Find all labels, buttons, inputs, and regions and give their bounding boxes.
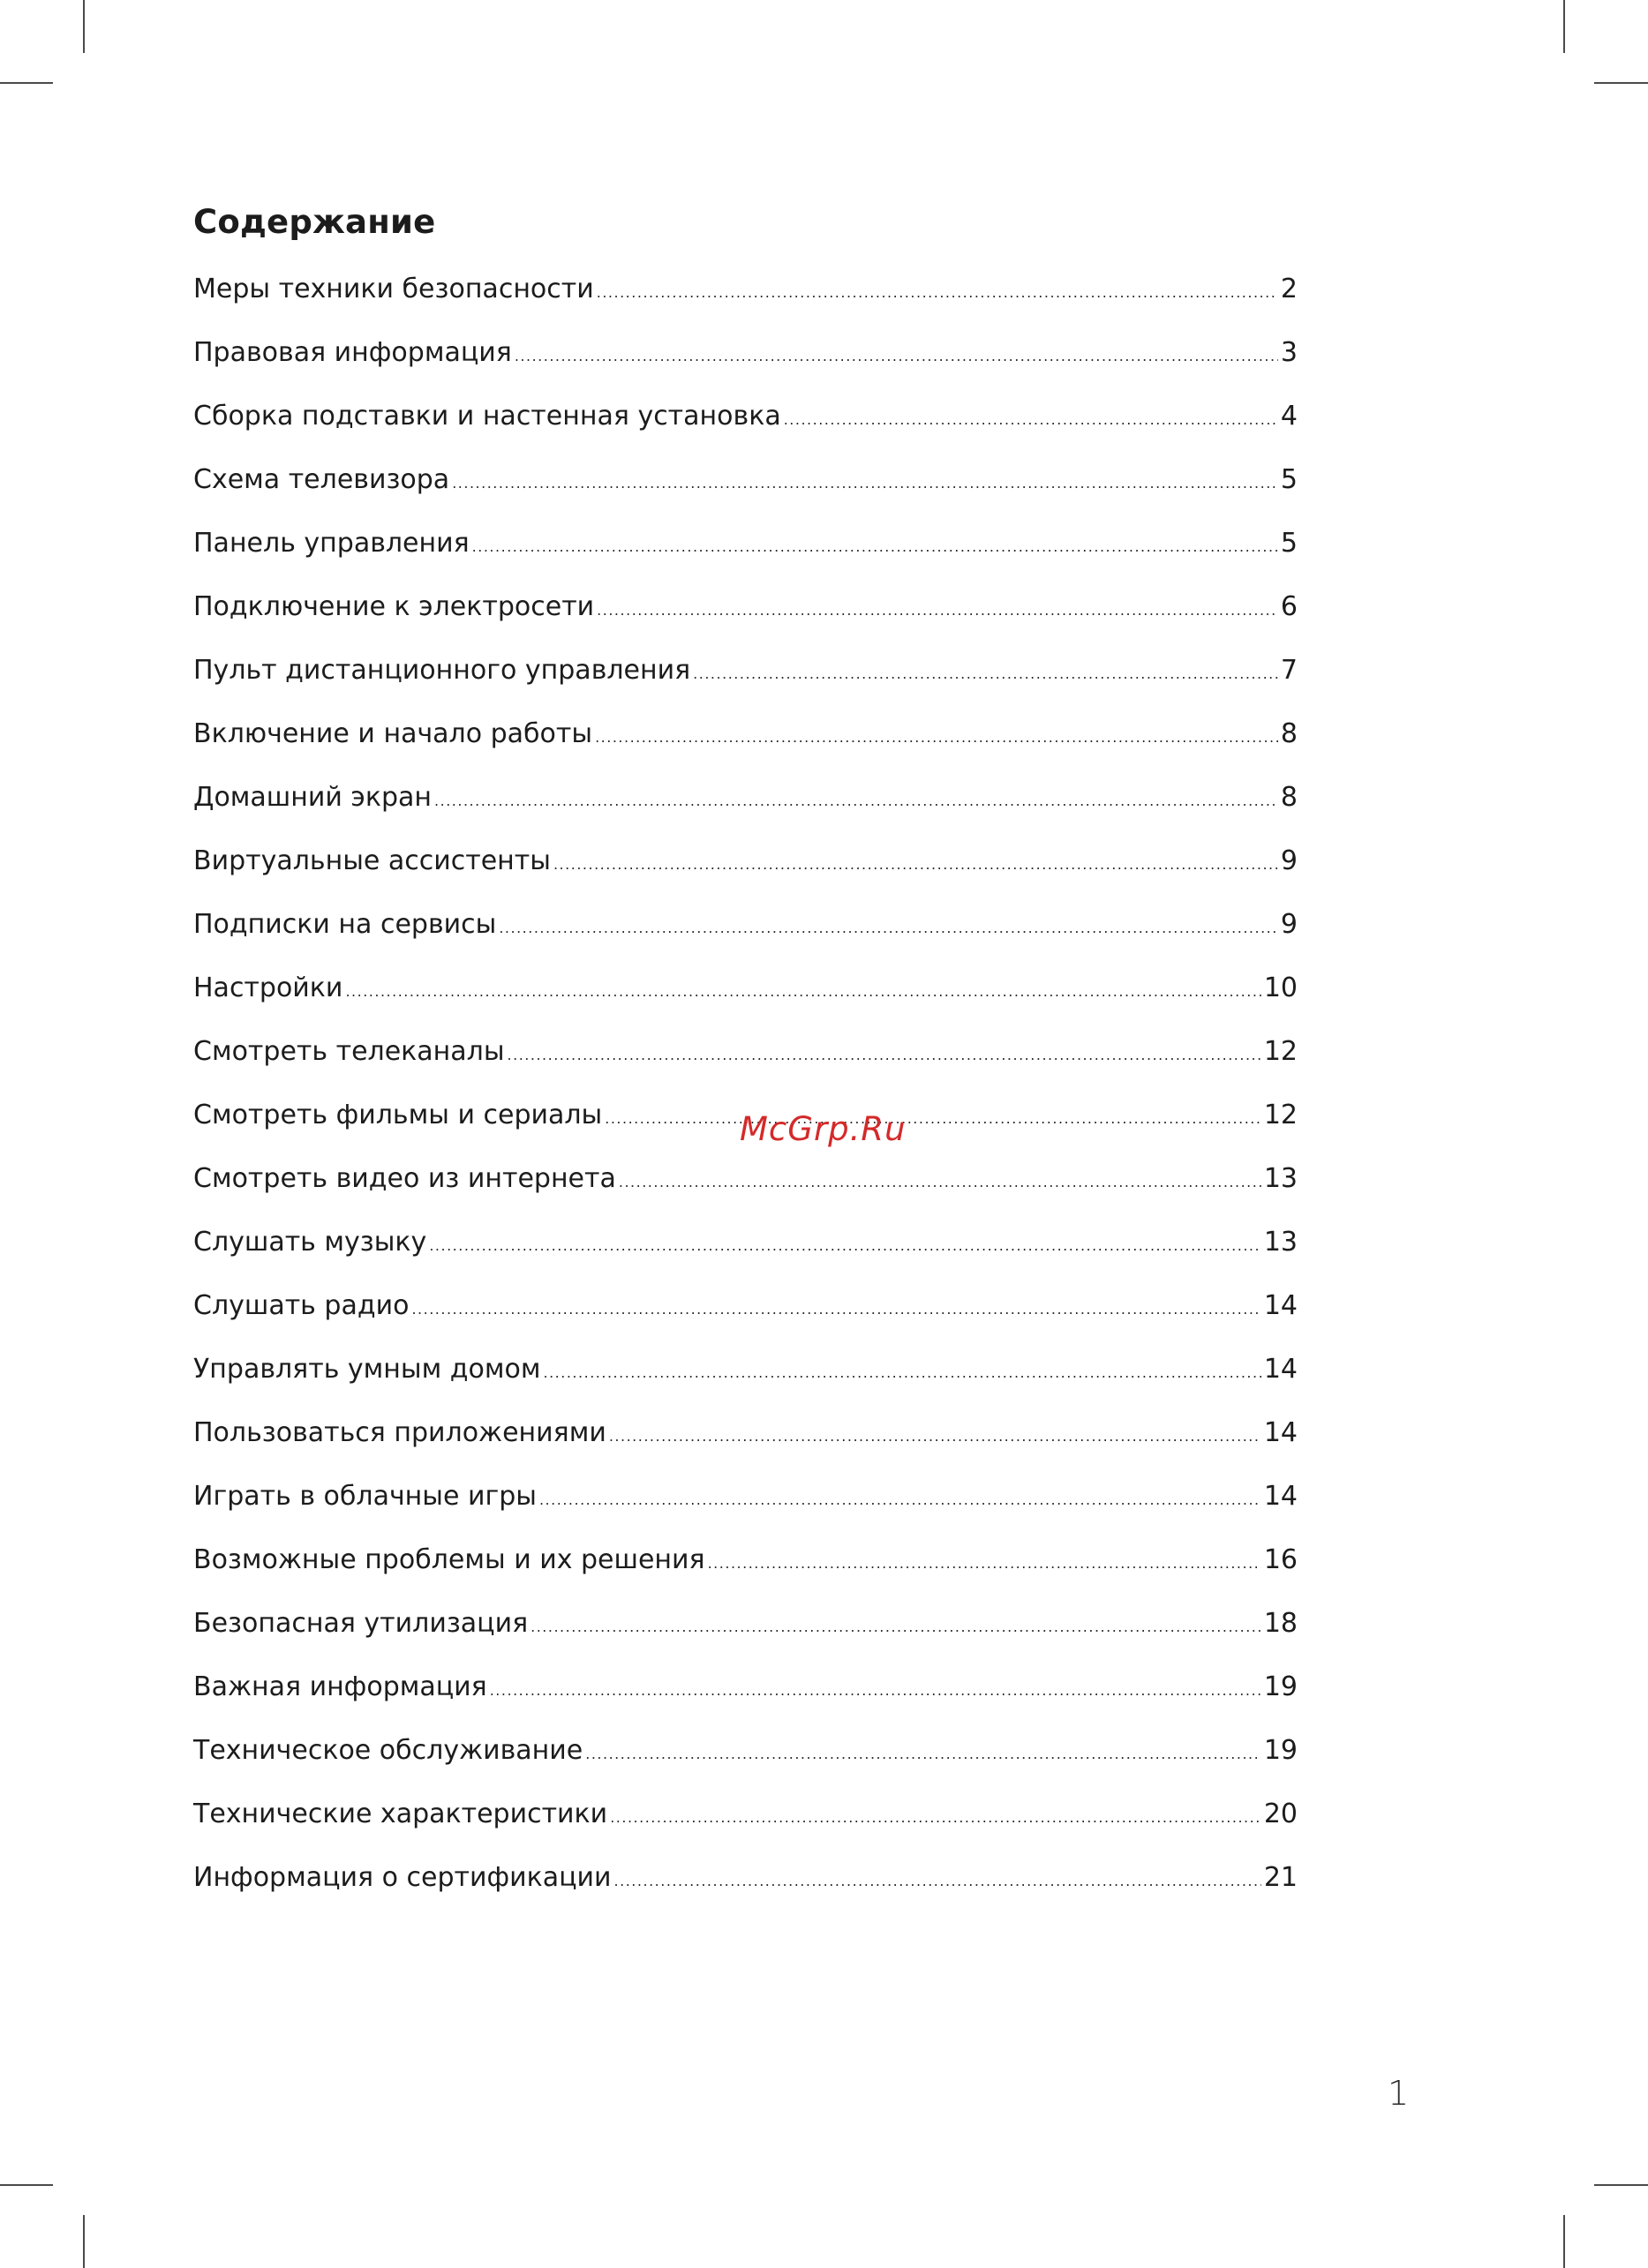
toc-entry-page: 2	[1280, 274, 1298, 304]
toc-entry[interactable]	[193, 1407, 1298, 1470]
crop-mark-bottom-left-vertical	[83, 2215, 85, 2268]
toc-entry[interactable]	[193, 1851, 1298, 1915]
toc-entry[interactable]	[193, 644, 1298, 708]
toc-dot-leader	[619, 1156, 1261, 1209]
toc-dot-leader	[708, 1537, 1261, 1590]
crop-mark-bottom-right-horizontal	[1594, 2184, 1648, 2186]
toc-entry-page: 21	[1263, 1862, 1298, 1893]
toc-entry[interactable]	[193, 835, 1298, 898]
toc-entry-page: 14	[1263, 1354, 1298, 1385]
toc-entry-label: Играть в облачные игры	[193, 1481, 537, 1512]
toc-entry-label: Смотреть телеканалы	[193, 1036, 505, 1067]
toc-entry-page: 14	[1263, 1290, 1298, 1321]
toc-entry[interactable]	[193, 962, 1298, 1025]
toc-dot-leader	[553, 838, 1278, 891]
toc-entry[interactable]	[193, 898, 1298, 962]
toc-dot-leader	[693, 648, 1278, 701]
toc-entry-label: Техническое обслуживание	[193, 1735, 583, 1766]
toc-dot-leader	[595, 711, 1278, 764]
toc-entry[interactable]	[193, 771, 1298, 835]
toc-entry-label: Смотреть видео из интернета	[193, 1163, 616, 1194]
table-of-contents	[193, 263, 1298, 1915]
toc-dot-leader	[490, 1664, 1261, 1717]
toc-entry-page: 14	[1263, 1417, 1298, 1448]
toc-entry-label: Технические характеристики	[193, 1799, 608, 1829]
toc-title: Содержание	[193, 203, 436, 241]
toc-entry[interactable]	[193, 1597, 1298, 1661]
toc-entry[interactable]	[193, 1724, 1298, 1788]
toc-entry-label: Включение и начало работы	[193, 718, 593, 749]
toc-entry[interactable]	[193, 390, 1298, 454]
crop-mark-top-left-vertical	[83, 0, 85, 53]
toc-entry-page: 6	[1280, 591, 1298, 622]
toc-entry[interactable]	[193, 454, 1298, 517]
toc-entry-label: Слушать музыку	[193, 1227, 427, 1258]
page-number: 1	[1388, 2074, 1410, 2113]
toc-entry-label: Слушать радио	[193, 1290, 410, 1321]
toc-entry-label: Важная информация	[193, 1671, 487, 1702]
toc-dot-leader	[499, 902, 1278, 955]
toc-entry[interactable]	[193, 1788, 1298, 1851]
toc-entry-label: Панель управления	[193, 528, 470, 559]
crop-mark-bottom-left-horizontal	[0, 2184, 53, 2186]
toc-entry-page: 12	[1263, 1036, 1298, 1067]
toc-entry-page: 5	[1280, 464, 1298, 495]
toc-dot-leader	[597, 584, 1278, 637]
toc-entry-page: 19	[1263, 1735, 1298, 1766]
toc-entry[interactable]	[193, 1661, 1298, 1724]
toc-dot-leader	[585, 1728, 1261, 1781]
toc-entry-label: Безопасная утилизация	[193, 1608, 529, 1639]
crop-mark-top-right-horizontal	[1594, 82, 1648, 84]
toc-dot-leader	[452, 457, 1278, 510]
crop-mark-bottom-right-vertical	[1563, 2215, 1565, 2268]
toc-entry-label: Пульт дистанционного управления	[193, 655, 691, 686]
toc-entry[interactable]	[193, 1153, 1298, 1216]
toc-dot-leader	[531, 1601, 1261, 1654]
toc-dot-leader	[610, 1791, 1261, 1844]
crop-mark-top-right-vertical	[1563, 0, 1565, 53]
toc-entry-page: 7	[1280, 655, 1298, 686]
toc-dot-leader	[429, 1220, 1261, 1273]
toc-dot-leader	[614, 1855, 1261, 1908]
toc-entry[interactable]	[193, 327, 1298, 390]
toc-entry-label: Домашний экран	[193, 782, 433, 813]
toc-entry-page: 18	[1263, 1608, 1298, 1639]
toc-entry-page: 4	[1280, 401, 1298, 432]
toc-entry-page: 9	[1280, 845, 1298, 876]
toc-dot-leader	[784, 394, 1278, 447]
toc-entry-page: 8	[1280, 782, 1298, 813]
toc-entry-page: 3	[1280, 337, 1298, 368]
toc-entry-label: Меры техники безопасности	[193, 274, 594, 304]
toc-dot-leader	[544, 1347, 1261, 1400]
toc-entry-page: 12	[1263, 1100, 1298, 1130]
toc-dot-leader	[515, 330, 1278, 383]
toc-dot-leader	[597, 267, 1278, 319]
toc-entry-label: Схема телевизора	[193, 464, 450, 495]
toc-entry-page: 13	[1263, 1227, 1298, 1258]
watermark: McGrp.Ru	[740, 1110, 907, 1148]
toc-entry[interactable]	[193, 517, 1298, 581]
toc-entry-label: Подписки на сервисы	[193, 909, 497, 940]
toc-entry-page: 5	[1280, 528, 1298, 559]
toc-entry-label: Виртуальные ассистенты	[193, 845, 551, 876]
toc-entry[interactable]	[193, 1343, 1298, 1407]
toc-entry-page: 10	[1263, 973, 1298, 1003]
toc-dot-leader	[539, 1474, 1261, 1527]
toc-entry-label: Информация о сертификации	[193, 1862, 612, 1893]
toc-entry-page: 20	[1263, 1799, 1298, 1829]
toc-entry[interactable]	[193, 1216, 1298, 1280]
toc-dot-leader	[345, 965, 1260, 1018]
toc-entry[interactable]	[193, 1280, 1298, 1343]
toc-dot-leader	[434, 775, 1278, 828]
toc-entry[interactable]	[193, 708, 1298, 771]
toc-dot-leader	[411, 1283, 1260, 1336]
toc-dot-leader	[605, 1093, 1261, 1145]
toc-entry[interactable]	[193, 1534, 1298, 1597]
toc-entry-label: Настройки	[193, 973, 343, 1003]
toc-entry-page: 14	[1263, 1481, 1298, 1512]
toc-entry-page: 8	[1280, 718, 1298, 749]
toc-entry-label: Сборка подставки и настенная установка	[193, 401, 781, 432]
toc-entry[interactable]	[193, 581, 1298, 644]
crop-mark-top-left-horizontal	[0, 82, 53, 84]
toc-entry-label: Смотреть фильмы и сериалы	[193, 1100, 603, 1130]
toc-entry-label: Правовая информация	[193, 337, 512, 368]
toc-entry[interactable]	[193, 263, 1298, 327]
toc-entry-label: Подключение к электросети	[193, 591, 595, 622]
toc-entry-page: 13	[1263, 1163, 1298, 1194]
toc-entry-page: 19	[1263, 1671, 1298, 1702]
toc-entry-label: Управлять умным домом	[193, 1354, 541, 1385]
toc-dot-leader	[508, 1029, 1261, 1082]
toc-entry-label: Возможные проблемы и их решения	[193, 1544, 705, 1575]
toc-dot-leader	[472, 521, 1278, 574]
toc-entry-page: 16	[1263, 1544, 1298, 1575]
toc-entry[interactable]	[193, 1025, 1298, 1089]
toc-entry[interactable]	[193, 1470, 1298, 1534]
toc-dot-leader	[609, 1410, 1261, 1463]
toc-entry-page: 9	[1280, 909, 1298, 940]
toc-entry-label: Пользоваться приложениями	[193, 1417, 606, 1448]
